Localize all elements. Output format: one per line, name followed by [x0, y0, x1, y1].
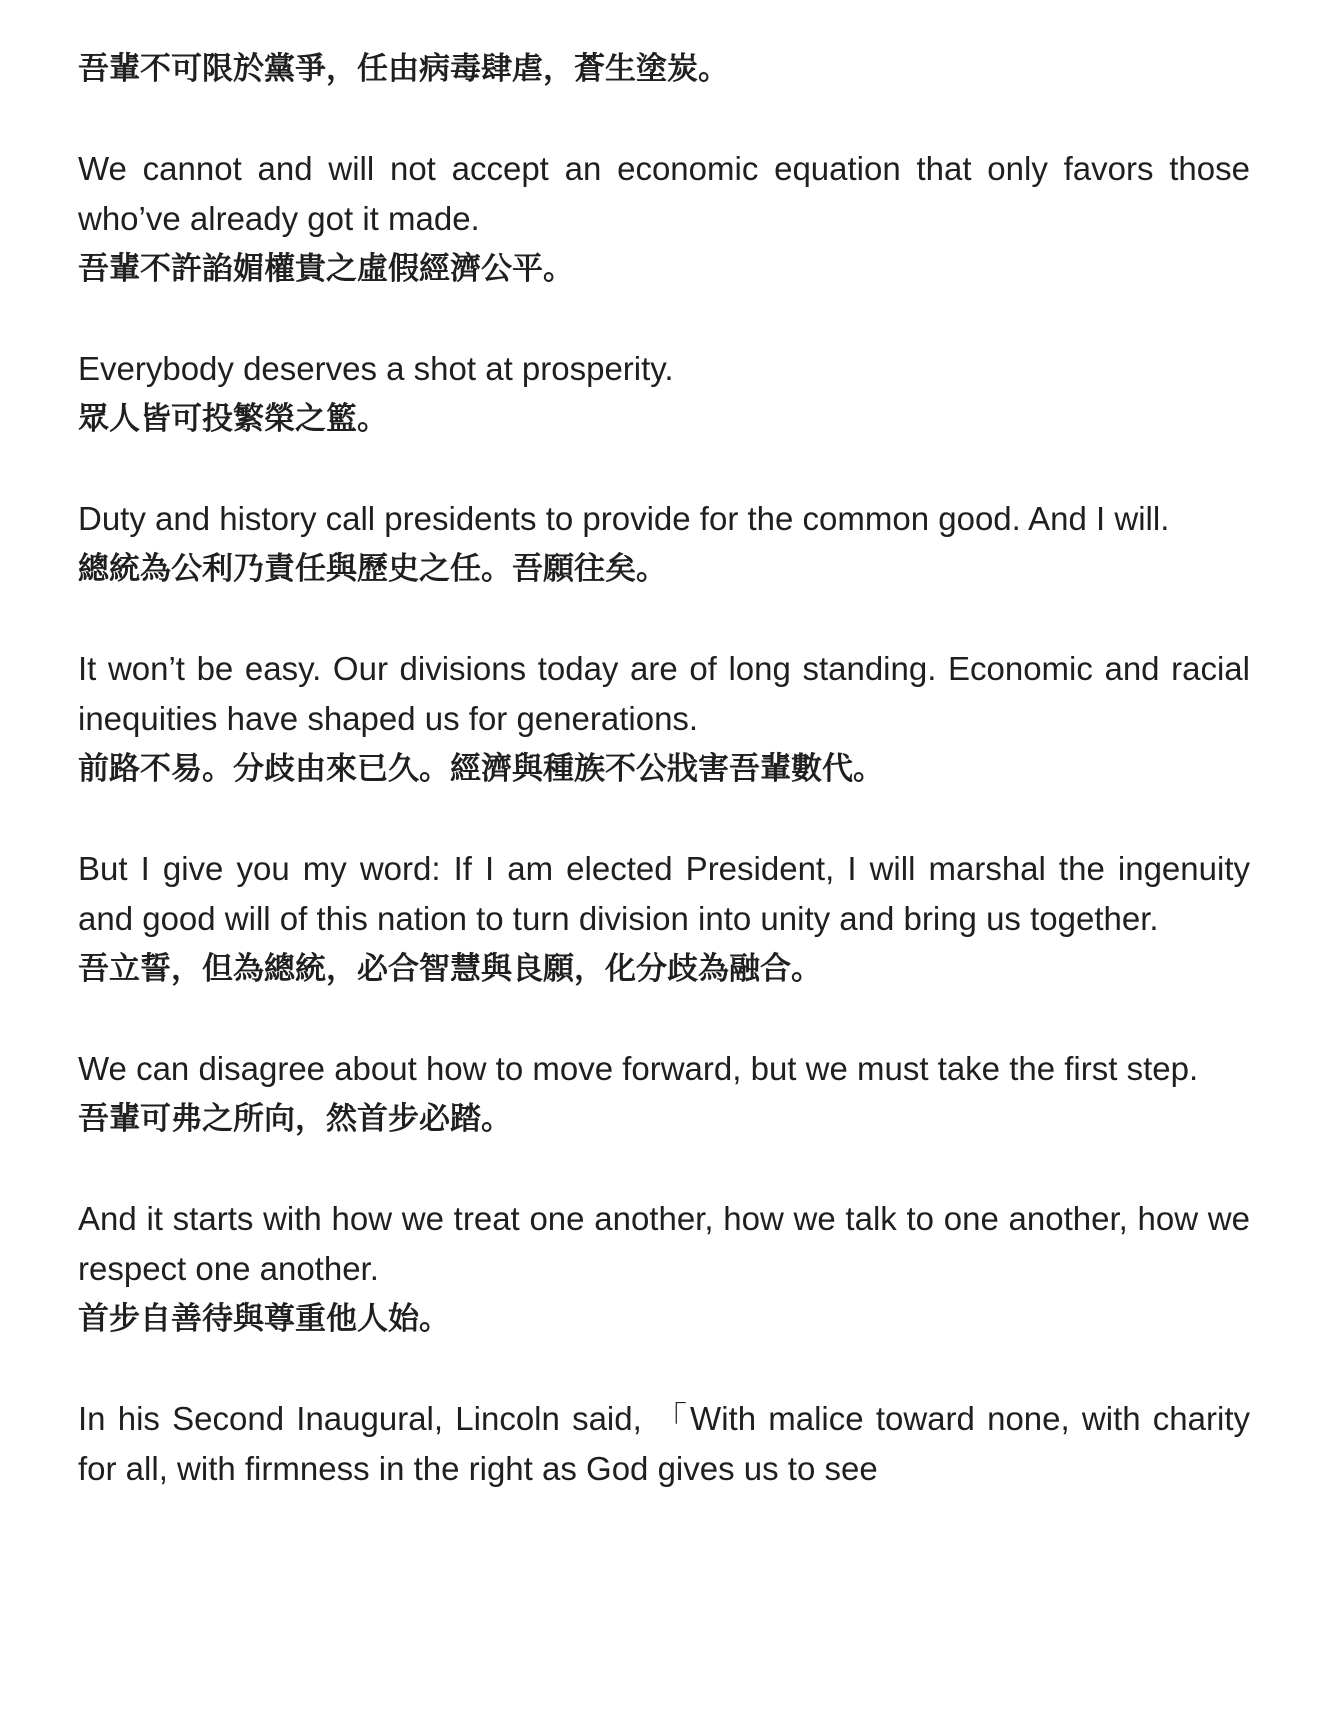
paragraph-4	[78, 494, 1250, 594]
chinese-line: 首步自善待與尊重他人始。	[78, 1301, 450, 1337]
paragraph-8	[78, 1194, 1250, 1344]
paragraph-1	[78, 44, 1250, 94]
chinese-line: 吾輩不可限於黨爭，任由病毒肆虐，蒼生塗炭。	[78, 51, 729, 87]
chinese-line: 眾人皆可投繁榮之籃。	[78, 401, 388, 437]
english-line: We can disagree about how to move forward, but we must take the first step.	[78, 1050, 1199, 1087]
paragraph-6	[78, 844, 1250, 994]
english-line: And it starts with how we treat one another, how we talk to one another, how we respect one another.	[78, 1200, 1250, 1287]
english-line: But I give you my word: If I am elected President, I will marshal the ingenuity and good will of this nation to turn division into unity and bring us together.	[78, 850, 1250, 937]
chinese-line: 總統為公利乃責任與歷史之任。吾願往矣。	[78, 551, 667, 587]
chinese-line: 吾立誓，但為總統，必合智慧與良願，化分歧為融合。	[78, 951, 822, 987]
english-line: We cannot and will not accept an economic equation that only favors those who’ve already got it made.	[78, 150, 1250, 237]
english-line: Duty and history call presidents to provide for the common good. And I will.	[78, 500, 1170, 537]
english-line: Everybody deserves a shot at prosperity.	[78, 350, 674, 387]
paragraph-3	[78, 344, 1250, 444]
chinese-line: 吾輩不許諂媚權貴之虛假經濟公平。	[78, 251, 574, 287]
english-line: It won’t be easy. Our divisions today are of long standing. Economic and racial inequities have shaped us for generations.	[78, 650, 1250, 737]
chinese-line: 前路不易。分歧由來已久。經濟與種族不公戕害吾輩數代。	[78, 751, 884, 787]
paragraph-2	[78, 144, 1250, 294]
paragraph-7	[78, 1044, 1250, 1144]
paragraph-5	[78, 644, 1250, 794]
chinese-line: 吾輩可弗之所向，然首步必踏。	[78, 1101, 512, 1137]
english-line: In his Second Inaugural, Lincoln said, 「With malice toward none, with charity for all, with firmness in the right as God gives us to see	[78, 1400, 1250, 1487]
paragraph-9	[78, 1394, 1250, 1494]
document-body	[78, 44, 1250, 1544]
